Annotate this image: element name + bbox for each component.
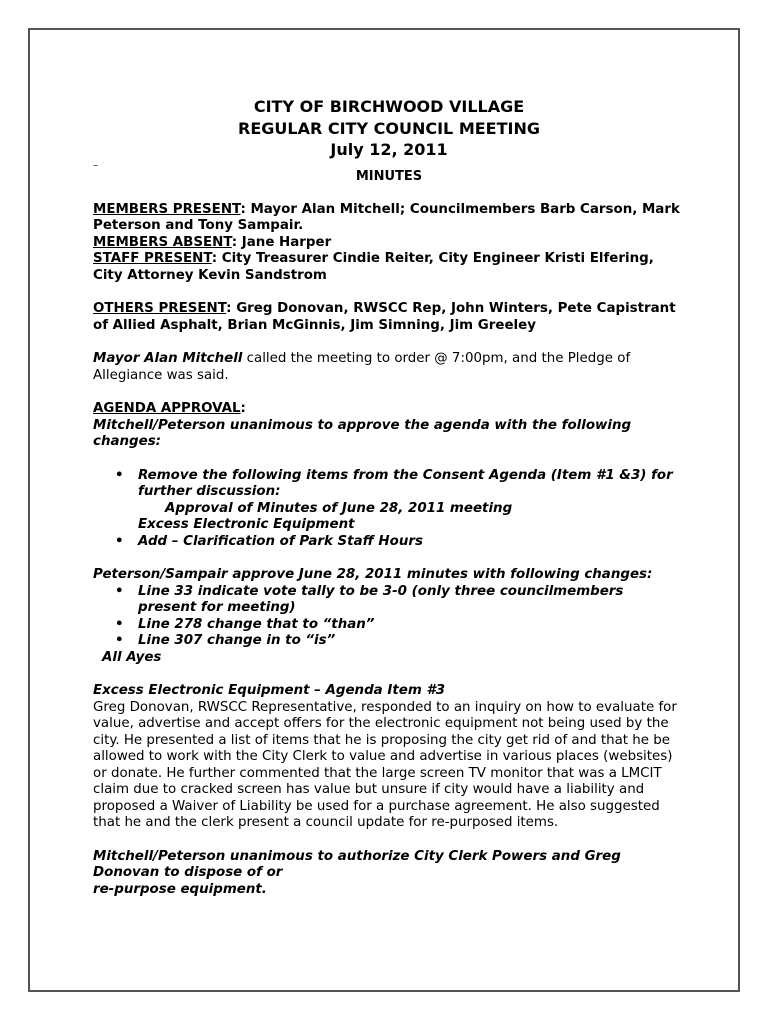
members-present-label: MEMBERS PRESENT — [93, 201, 241, 217]
minutes-approval-result: All Ayes — [102, 649, 162, 665]
bullet-icon: • — [115, 633, 124, 648]
equipment-motion-line2: re-purpose equipment. — [93, 881, 267, 897]
list-item — [93, 617, 685, 634]
list-item — [93, 468, 685, 501]
members-present-text: : Mayor Alan Mitchell; Councilmembers Barb Carson, Mark Peterson and Tony Sampair. — [93, 201, 680, 233]
agenda-motion: Mitchell/Peterson unanimous to approve the agenda with the following changes: — [93, 417, 632, 449]
members-absent-line — [93, 235, 685, 252]
meeting-date-heading: July 12, 2011 — [330, 140, 448, 159]
document-content — [93, 96, 685, 898]
meeting-type-heading: REGULAR CITY COUNCIL MEETING — [238, 118, 540, 138]
bullet-icon: • — [115, 583, 124, 599]
members-absent-label: MEMBERS ABSENT — [93, 234, 232, 250]
stray-dash: – — [93, 159, 98, 171]
agenda-bullet-remove: Remove the following items from the Consent Agenda (Item #1 &3) for further discussion: — [138, 467, 673, 499]
members-present-line — [93, 202, 685, 235]
staff-present-text: : City Treasurer Cindie Reiter, City Engineer Kristi Elfering, City Attorney Kevin Sandstrom — [93, 251, 654, 283]
bullet-icon: • — [115, 467, 124, 483]
equipment-section — [93, 683, 685, 832]
members-absent-text: : Jane Harper — [231, 234, 332, 250]
list-item — [93, 534, 685, 551]
minutes-change-line-278: Line 278 change that to “than” — [138, 616, 375, 632]
minutes-change-line-307: Line 307 change in to “is” — [138, 633, 336, 648]
equipment-motion-section — [93, 849, 685, 899]
bullet-icon: • — [115, 533, 124, 549]
city-name-heading: CITY OF BIRCHWOOD VILLAGE — [253, 97, 525, 116]
agenda-changes-list — [93, 468, 685, 551]
agenda-bullet-add: Add – Clarification of Park Staff Hours — [138, 533, 423, 549]
attendance-section — [93, 202, 685, 285]
staff-present-label: STAFF PRESENT — [93, 251, 212, 266]
minutes-change-line-33: Line 33 indicate vote tally to be 3-0 (only three councilmembers present for meeting) — [138, 583, 624, 615]
equipment-heading: Excess Electronic Equipment – Agenda Item #3 — [93, 683, 446, 698]
call-to-order-section — [93, 351, 685, 384]
agenda-sub-minutes: Approval of Minutes of June 28, 2011 meeting — [165, 500, 513, 516]
bullet-icon: • — [115, 616, 124, 632]
agenda-heading-colon: : — [240, 401, 246, 416]
staff-present-line — [93, 251, 685, 284]
list-item — [93, 584, 685, 617]
others-present-line — [93, 301, 685, 334]
minutes-approval-section — [93, 567, 685, 666]
call-to-order-line — [93, 351, 685, 384]
others-present-label: OTHERS PRESENT — [93, 301, 227, 316]
agenda-approval-section — [93, 401, 685, 451]
call-to-order-text: called the meeting to order @ 7:00pm, and the Pledge of Allegiance was said. — [93, 351, 631, 383]
mayor-name: Mayor Alan Mitchell — [93, 351, 243, 366]
document-page — [28, 28, 740, 992]
others-present-section — [93, 301, 685, 334]
agenda-sub-equipment: Excess Electronic Equipment — [138, 517, 355, 532]
minutes-title: MINUTES — [355, 168, 423, 184]
equipment-motion-line1: Mitchell/Peterson unanimous to authorize City Clerk Powers and Greg Donovan to dispose of or — [93, 848, 621, 880]
list-item — [93, 633, 685, 650]
others-present-text: : Greg Donovan, RWSCC Rep, John Winters, Pete Capistrant of Allied Asphalt, Brian McGinnis, Jim Simning, Jim Greeley — [93, 301, 676, 333]
minutes-approval-motion: Peterson/Sampair approve June 28, 2011 minutes with following changes: — [93, 567, 653, 582]
equipment-body: Greg Donovan, RWSCC Representative, responded to an inquiry on how to evaluate for value, advertise and accept offers for the electronic equipment not being used by the city. He presented a list of items that he is proposing the city get rid of and that he be allowed to work with the City Clerk to value and advertise in various places (websites) or donate. He further commented that the large screen TV monitor that was a LMCIT claim due to cracked screen has value but unsure if city would have a liability and proposed a Waiver of Liability be used for a purchase agreement. He also suggested that he and the clerk present a council update for re-purposed items. — [93, 699, 677, 830]
agenda-heading: AGENDA APPROVAL — [93, 401, 241, 416]
agenda-heading-line — [93, 401, 685, 418]
